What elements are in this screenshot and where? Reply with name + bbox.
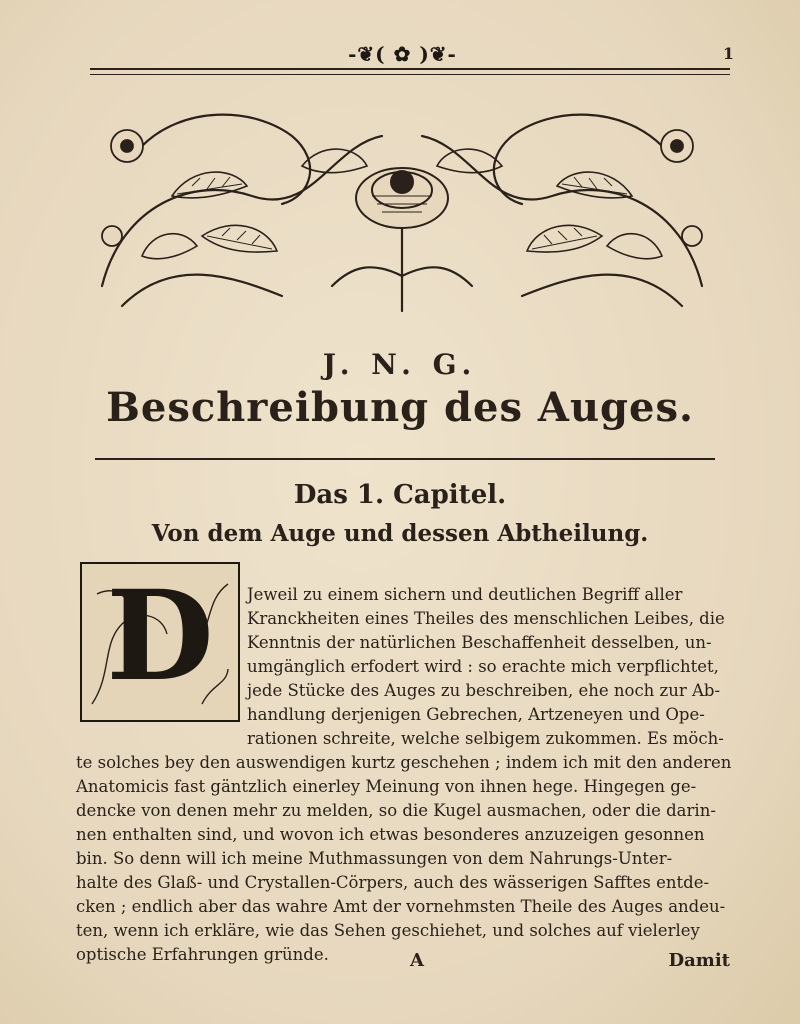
body-line: dencke von denen mehr zu melden, so die Kugel ausmachen, oder die darin- xyxy=(76,801,716,820)
title-rule xyxy=(95,458,715,460)
page-number: 1 xyxy=(722,44,734,63)
catchword: Damit xyxy=(668,950,730,971)
body-line: Anatomicis fast gäntzlich einerley Meinung von ihnen hege. Hingegen ge- xyxy=(76,777,697,796)
chapter-heading: Das 1. Capitel. xyxy=(293,480,507,510)
body-line: optische Erfahrungen gründe. xyxy=(76,945,329,964)
body-line: Kenntnis der natürlichen Beschaffenheit desselben, un- xyxy=(247,633,712,652)
floral-vignette xyxy=(82,86,722,318)
header-ornament: -❦( ✿ )❦- xyxy=(348,42,457,66)
body-line: umgänglich erfodert wird : so erachte mich verpflichtet, xyxy=(247,657,719,676)
decorated-initial xyxy=(80,562,240,722)
body-line: handlung derjenigen Gebrechen, Artzeneyen und Ope- xyxy=(247,705,705,724)
body-line: halte des Glaß- und Crystallen-Cörpers, auch des wässerigen Safftes entde- xyxy=(76,873,710,892)
page-header xyxy=(90,40,734,80)
signature-mark: A xyxy=(410,950,424,971)
body-line: ten, wenn ich erkläre, wie das Sehen geschiehet, und solches auf vielerley xyxy=(76,921,700,940)
body-line: te solches bey den auswendigen kurtz geschehen ; indem ich mit den anderen xyxy=(76,753,732,772)
chapter-subtitle: Von dem Auge und dessen Abtheilung. xyxy=(151,520,649,547)
body-line: bin. So denn will ich meine Muthmassungen von dem Nahrungs-Unter- xyxy=(76,849,673,868)
body-line: cken ; endlich aber das wahre Amt der vornehmsten Theile des Auges andeu- xyxy=(76,897,726,916)
body-line: Jeweil zu einem sichern und deutlichen Begriff aller xyxy=(247,585,683,604)
body-line: jede Stücke des Auges zu beschreiben, ehe noch zur Ab- xyxy=(247,681,721,700)
header-rule xyxy=(90,68,730,75)
initial-letter: D xyxy=(106,564,214,709)
author-initials: J. N. G. xyxy=(322,348,478,381)
body-line: rationen schreite, welche selbigem zukommen. Es möch- xyxy=(247,729,724,748)
body-line: nen enthalten sind, und wovon ich etwas besonderes anzuzeigen gesonnen xyxy=(76,825,705,844)
body-line: Kranckheiten eines Theiles des menschlichen Leibes, die xyxy=(247,609,725,628)
page-title: Beschreibung des Auges. xyxy=(106,384,694,431)
